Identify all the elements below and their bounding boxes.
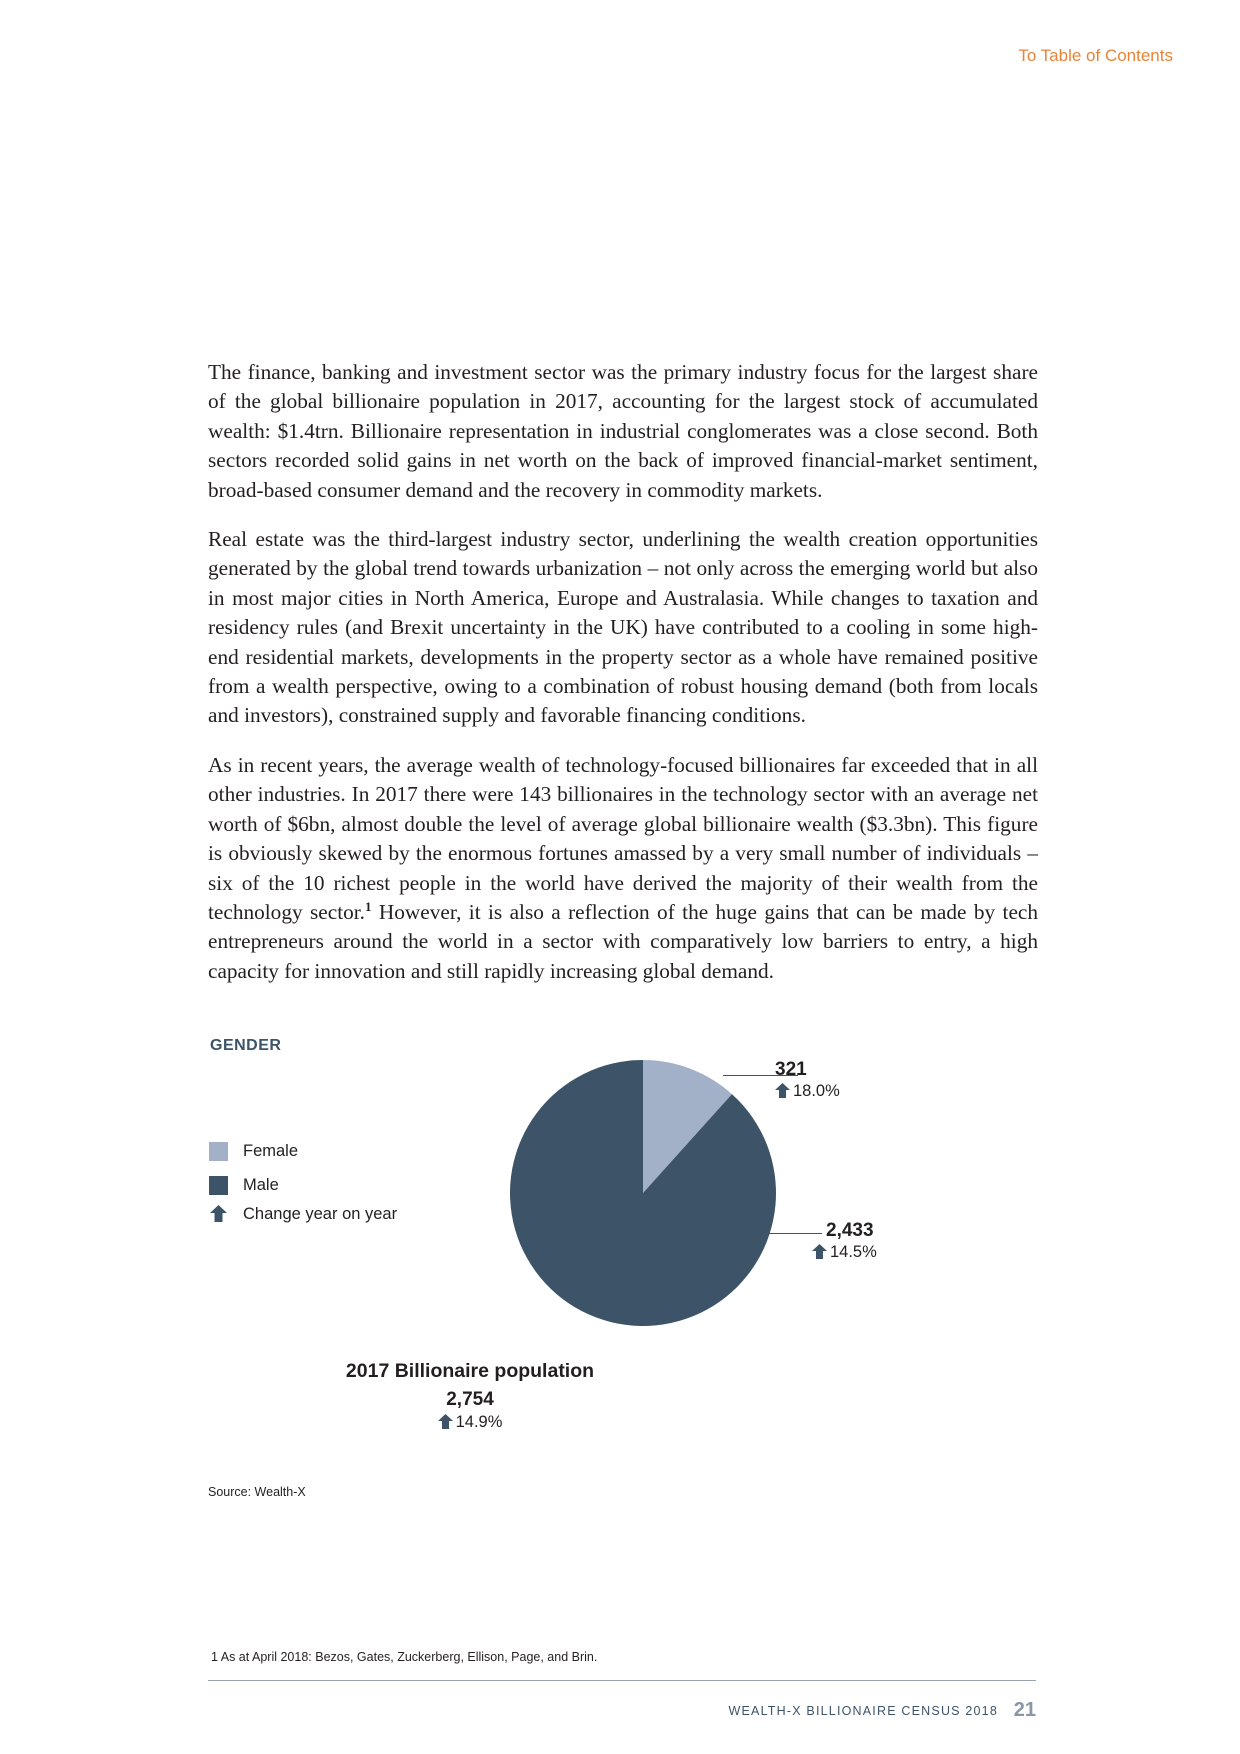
total-population xyxy=(300,1360,640,1432)
footnote: 1 As at April 2018: Bezos, Gates, Zuckerberg, Ellison, Page, and Brin. xyxy=(211,1650,598,1664)
paragraph-3 xyxy=(208,751,1038,986)
footnote-reference[interactable]: 1 xyxy=(365,898,372,914)
callout-male-value: 2,433 xyxy=(826,1220,874,1241)
callout-male-change-text: 14.5% xyxy=(830,1243,877,1261)
total-value: 2,754 xyxy=(446,1389,494,1410)
paragraph-1: The finance, banking and investment sector was the primary industry focus for the largest share of the global billionaire population in 2017, accounting for the largest stock of accumulated wealth: $1.4trn. Billionaire representation in industrial conglomerates was a close second. Both sectors recorded solid gains in net worth on the back of improved financial-market sentiment, broad-based consumer demand and the recovery in commodity markets. xyxy=(208,360,1038,502)
legend-swatch-female xyxy=(209,1142,228,1161)
legend-label-male: Male xyxy=(243,1176,279,1194)
up-arrow-icon xyxy=(775,1083,790,1098)
total-change xyxy=(300,1413,640,1432)
up-arrow-icon xyxy=(210,1205,227,1222)
chart-title: GENDER xyxy=(210,1037,282,1054)
up-arrow-icon xyxy=(438,1414,453,1429)
source-note: Source: Wealth-X xyxy=(208,1485,306,1499)
page-number: 21 xyxy=(1013,1699,1036,1721)
callout-female-change-text: 18.0% xyxy=(793,1082,840,1100)
legend-label-change: Change year on year xyxy=(243,1205,398,1223)
body-text xyxy=(208,358,1038,1006)
total-change-text: 14.9% xyxy=(455,1413,503,1431)
callout-female-change xyxy=(775,1082,840,1101)
legend-label-female: Female xyxy=(243,1142,299,1160)
table-of-contents-link[interactable]: To Table of Contents xyxy=(1018,46,1173,65)
callout-line-male xyxy=(767,1233,822,1234)
callout-male-change xyxy=(812,1243,877,1262)
legend-swatch-male xyxy=(209,1176,228,1195)
footer-divider xyxy=(208,1680,1036,1681)
pie-slice-male xyxy=(510,1060,776,1326)
paragraph-3-part-2: However, it is also a reflection of the huge gains that can be made by tech entrepreneurs around the world in a sector with comparatively low barriers to entry, a high capacity for innovation and still rapidly increasing global demand. xyxy=(208,899,1038,983)
total-label: 2017 Billionaire population xyxy=(345,1360,595,1382)
paragraph-2: Real estate was the third-largest industry sector, underlining the wealth creation opportunities generated by the global trend towards urbanization – not only across the emerging world but also in most major cities in North America, Europe and Australasia. While changes to taxation and residency rules (and Brexit uncertainty in the UK) have contributed to a cooling in some high-end residential markets, developments in the property sector as a whole have remained positive from a wealth perspective, owing to a combination of robust housing demand (both from locals and investors), constrained supply and favorable financing conditions. xyxy=(208,527,1038,728)
pie-chart xyxy=(508,1058,778,1328)
paragraph-3-part-1: As in recent years, the average wealth of technology-focused billionaires far exceeded that in all other industries. In 2017 there were 143 billionaires in the technology sector with an average net worth of $6bn, almost double the level of average global billionaire wealth ($3.3bn). This figure is obviously skewed by the enormous fortunes amassed by a very small number of individuals – six of the 10 richest people in the world have derived the majority of their wealth from the technology sector. xyxy=(208,752,1038,924)
up-arrow-icon xyxy=(812,1244,827,1259)
callout-female xyxy=(775,1059,840,1101)
footer-title: WEALTH-X BILLIONAIRE CENSUS 2018 xyxy=(728,1704,998,1718)
pie-chart-svg xyxy=(508,1058,778,1328)
callout-male xyxy=(826,1220,877,1262)
callout-female-value: 321 xyxy=(775,1059,807,1080)
